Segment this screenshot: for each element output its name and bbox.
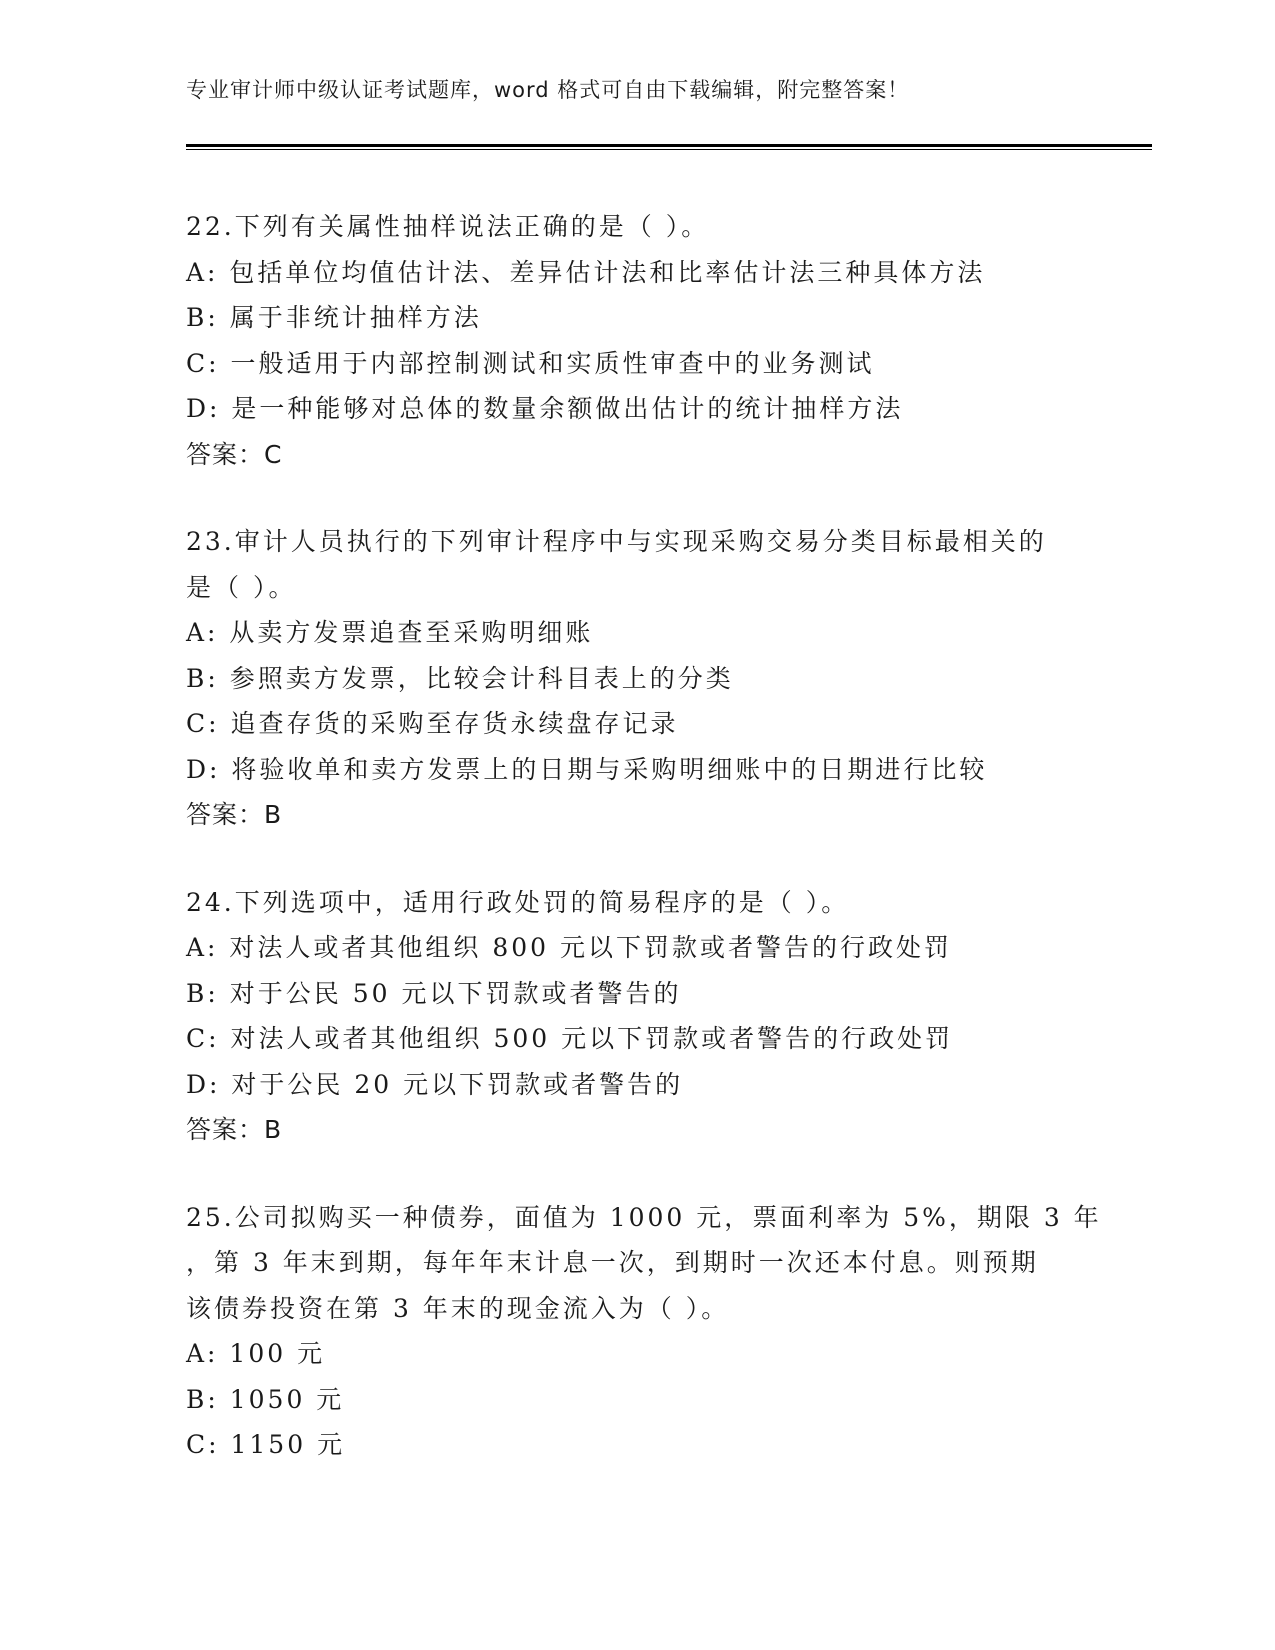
answer: 答案：B (186, 1115, 283, 1144)
page-header: 专业审计师中级认证考试题库，word 格式可自由下载编辑，附完整答案！ (186, 78, 910, 102)
question-stem-cont: ，第 3 年末到期，每年年末计息一次，到期时一次还本付息。则预期 (186, 1248, 1039, 1277)
question-22 (186, 204, 1106, 477)
option-a: A: 从卖方发票追查至采购明细账 (186, 618, 594, 647)
option-d: D: 是一种能够对总体的数量余额做出估计的统计抽样方法 (186, 394, 904, 423)
option-a: A: 100 元 (186, 1339, 326, 1368)
option-c: C: 对法人或者其他组织 500 元以下罚款或者警告的行政处罚 (186, 1024, 954, 1053)
answer: 答案：C (186, 439, 283, 469)
question-24 (186, 880, 1106, 1153)
option-c: C: 一般适用于内部控制测试和实质性审查中的业务测试 (186, 348, 875, 378)
option-c: C: 追查存货的采购至存货永续盘存记录 (186, 709, 679, 738)
question-list (186, 204, 1106, 1510)
question-stem: 22.下列有关属性抽样说法正确的是（ ）。 (186, 212, 710, 241)
question-23 (186, 519, 1106, 838)
option-b: B: 对于公民 50 元以下罚款或者警告的 (186, 978, 682, 1008)
question-stem: 24.下列选项中，适用行政处罚的简易程序的是（ ）。 (186, 887, 850, 917)
question-stem: 23.审计人员执行的下列审计程序中与实现采购交易分类目标最相关的 (186, 527, 1047, 556)
header-rule-thick (186, 144, 1152, 147)
option-b: B: 属于非统计抽样方法 (186, 303, 482, 332)
question-stem: 25.公司拟购买一种债券，面值为 1000 元，票面利率为 5%，期限 3 年 (186, 1202, 1102, 1232)
question-stem-cont: 是（ ）。 (186, 572, 297, 602)
header-rule-thin (186, 149, 1152, 150)
option-b: B: 参照卖方发票，比较会计科目表上的分类 (186, 663, 734, 693)
option-d: D: 对于公民 20 元以下罚款或者警告的 (186, 1069, 684, 1099)
option-d: D: 将验收单和卖方发票上的日期与采购明细账中的日期进行比较 (186, 754, 988, 784)
option-b: B: 1050 元 (186, 1384, 345, 1414)
question-25 (186, 1195, 1106, 1468)
option-c: C: 1150 元 (186, 1430, 346, 1459)
option-a: A: 包括单位均值估计法、差异估计法和比率估计法三种具体方法 (186, 257, 986, 287)
option-a: A: 对法人或者其他组织 800 元以下罚款或者警告的行政处罚 (186, 933, 953, 962)
question-stem-cont: 该债券投资在第 3 年末的现金流入为（ ）。 (186, 1293, 730, 1323)
answer: 答案：B (186, 800, 283, 829)
